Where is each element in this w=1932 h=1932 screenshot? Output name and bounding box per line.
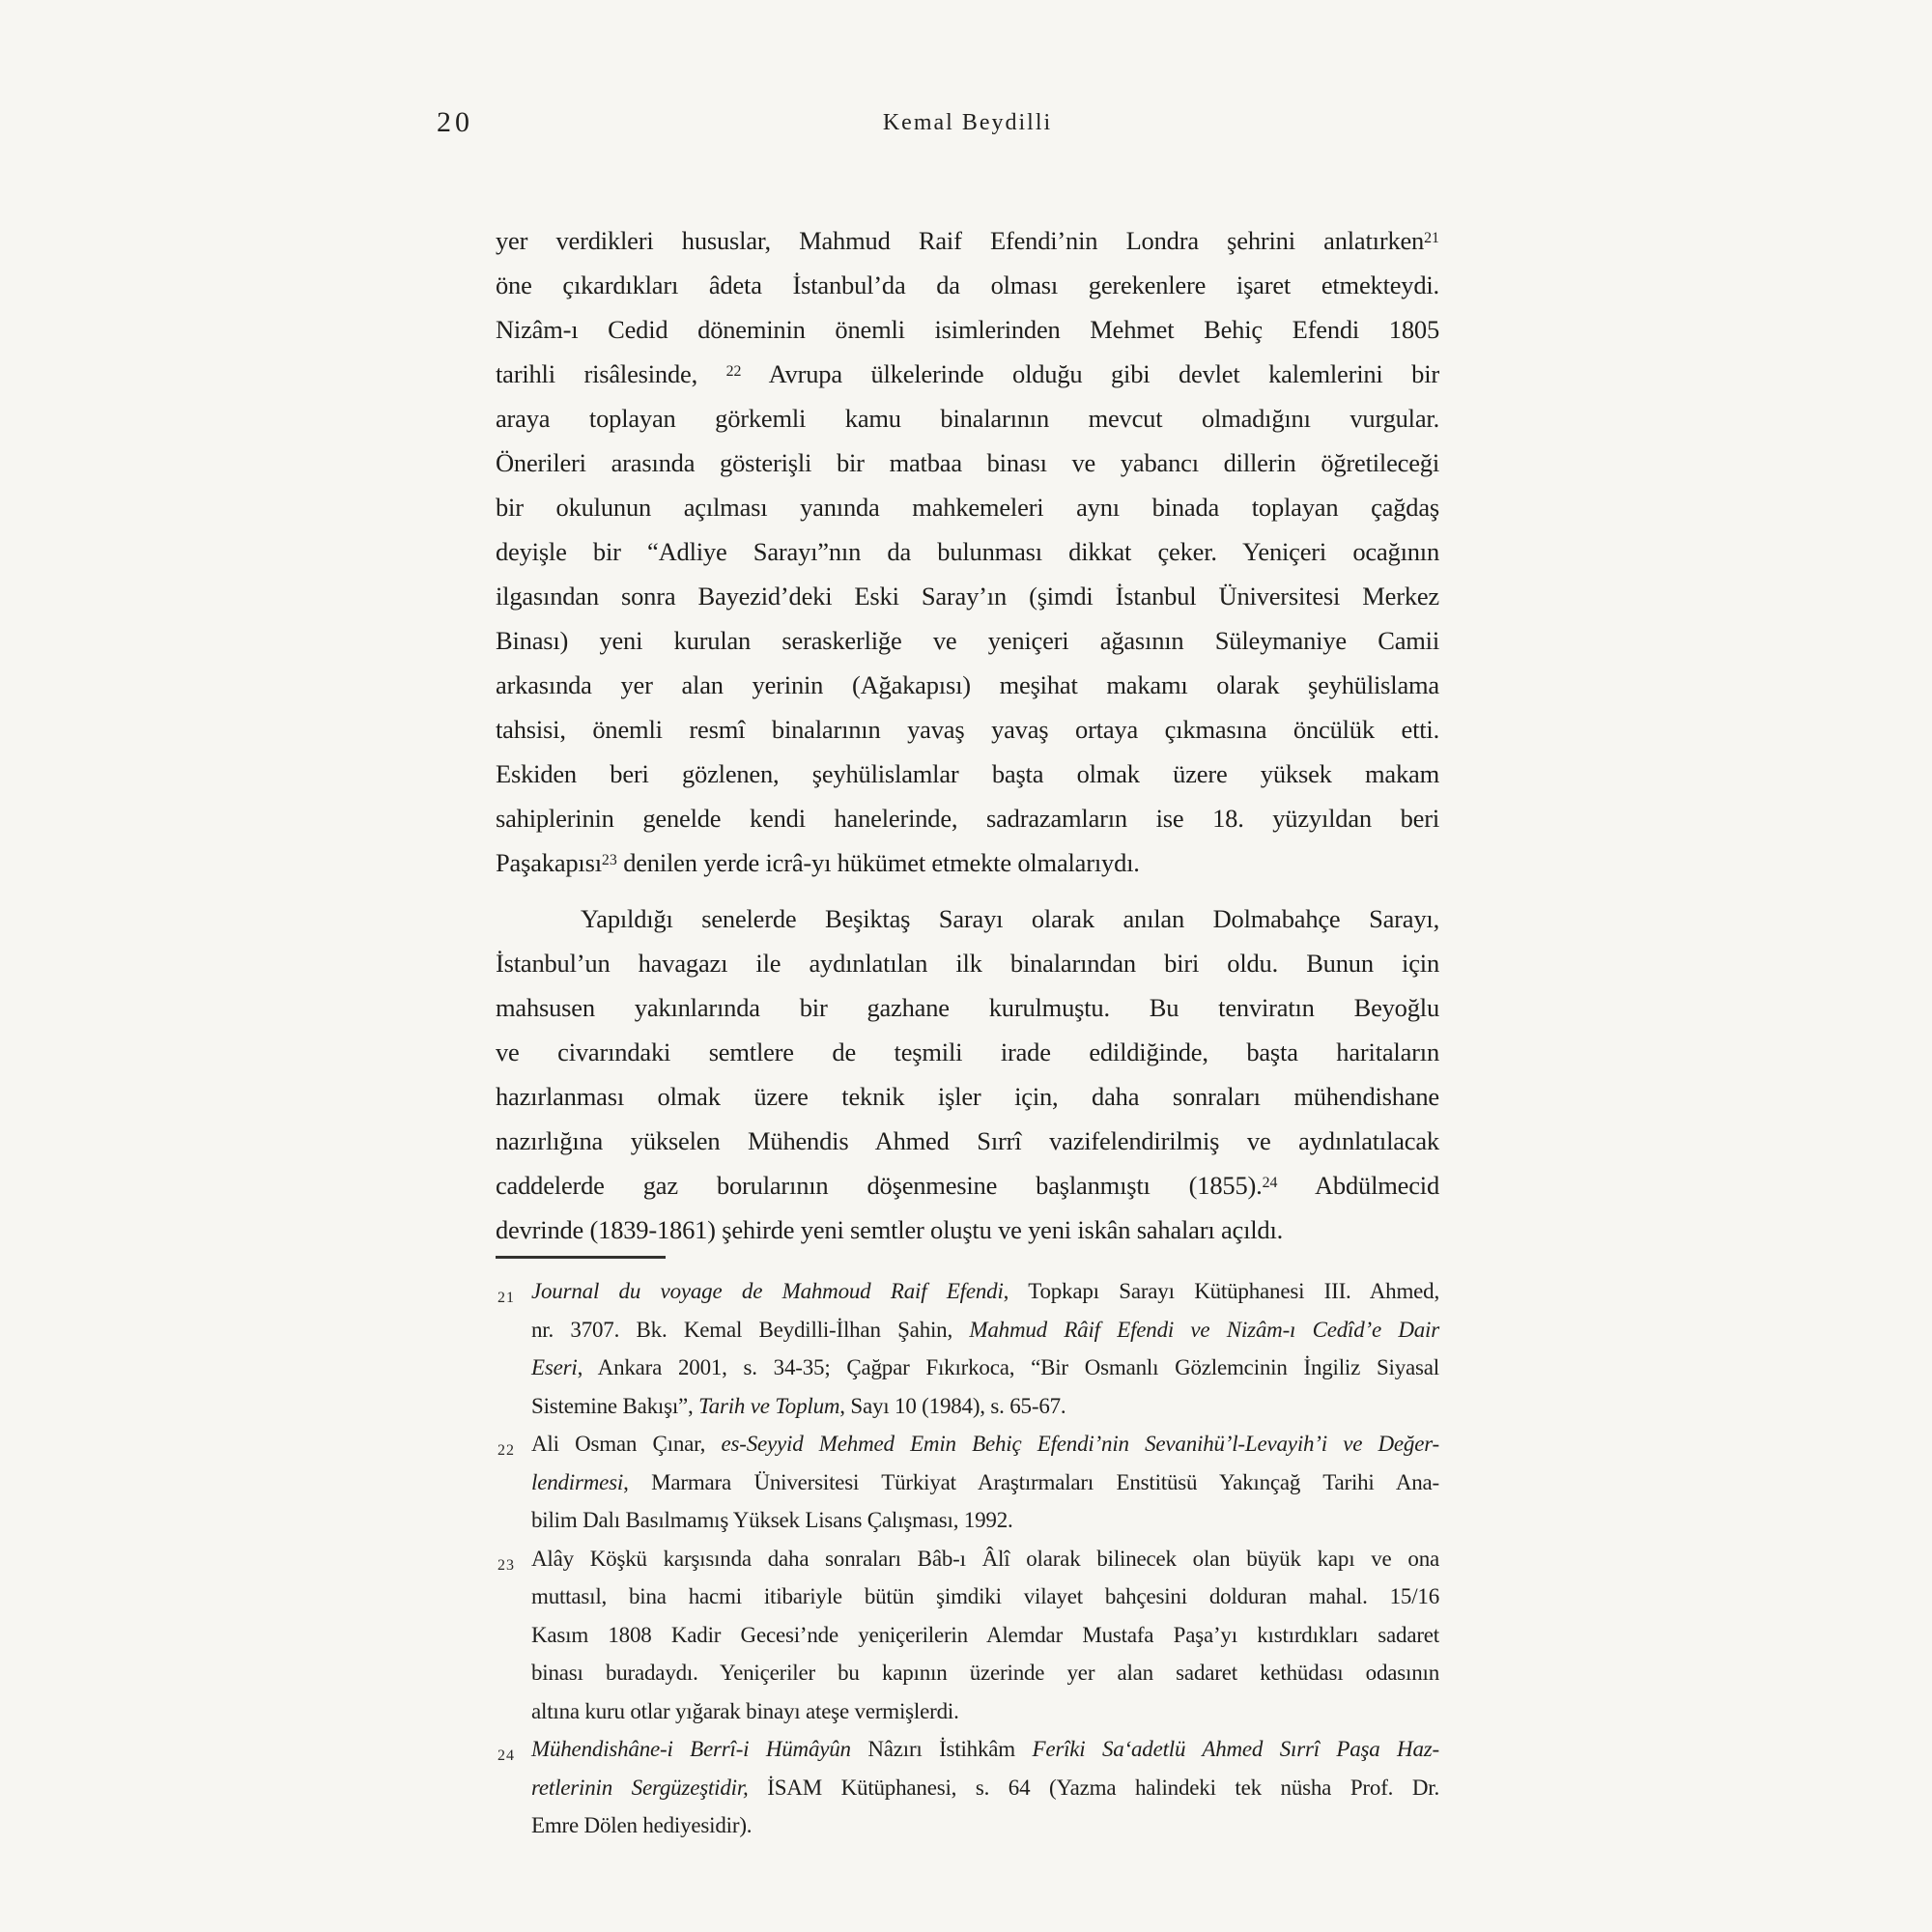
footnote-line: Ali Osman Çınar, es-Seyyid Mehmed Emin Behiç Efendi’nin Sevanihü’l-Levayih’i ve Değer- <box>531 1432 1439 1456</box>
footnote-line: muttasıl, bina hacmi itibariyle bütün şimdiki vilayet bahçesini dolduran mahal. 15/16 <box>531 1584 1439 1608</box>
footnote-line: lendirmesi, Marmara Üniversitesi Türkiyat Araştırmaları Enstitüsü Yakınçağ Tarihi Ana- <box>531 1469 1439 1494</box>
footnote-23 <box>496 1540 1439 1731</box>
body-line: yer verdikleri hususlar, Mahmud Raif Efendi’nin Londra şehrini anlatırken$^{21}$ <box>496 226 1439 255</box>
body-line: hazırlanması olmak üzere teknik işler için, daha sonraları mühendishane <box>496 1082 1439 1111</box>
body-text <box>496 218 1439 1252</box>
page-number: 20 <box>437 106 473 138</box>
body-line: ilgasından sonra Bayezid’deki Eski Saray’ın (şimdi İstanbul Üniversitesi Merkez <box>496 582 1439 611</box>
body-line: mahsusen yakınlarında bir gazhane kurulmuştu. Bu tenviratın Beyoğlu <box>496 993 1439 1022</box>
body-line: Paşakapısı$^{23}$ denilen yerde icrâ-yı hükümet etmekte olmalarıydı. <box>496 848 1140 877</box>
paragraph <box>496 218 1439 885</box>
footnote-line: retlerinin Sergüzeştidir, İSAM Kütüphanesi, s. 64 (Yazma halindeki tek nüsha Prof. Dr. <box>531 1775 1439 1800</box>
footnote-line: Mühendishâne-i Berrî-i Hümâyûn Nâzırı İstihkâm Ferîki Sa‘adetlü Ahmed Sırrî Paşa Haz- <box>531 1737 1439 1761</box>
footnote-line: Journal du voyage de Mahmoud Raif Efendi, Topkapı Sarayı Kütüphanesi III. Ahmed, <box>531 1279 1439 1303</box>
footnote-line: Eseri, Ankara 2001, s. 34-35; Çağpar Fıkırkoca, “Bir Osmanlı Gözlemcinin İngiliz Siyasal <box>531 1355 1439 1379</box>
paragraph <box>496 896 1439 1252</box>
footnote-number: 21 <box>497 1290 515 1306</box>
body-line: araya toplayan görkemli kamu binalarının mevcut olmadığını vurgular. <box>496 404 1439 433</box>
footnote-line: bilim Dalı Basılmamış Yüksek Lisans Çalışması, 1992. <box>531 1508 1013 1532</box>
footnote-22 <box>496 1425 1439 1540</box>
body-line: Yapıldığı senelerde Beşiktaş Sarayı olarak anılan Dolmabahçe Sarayı, <box>581 904 1439 933</box>
body-line: arkasında yer alan yerinin (Ağakapısı) meşihat makamı olarak şeyhülislama <box>496 670 1439 699</box>
footnote-24 <box>496 1730 1439 1845</box>
body-line: öne çıkardıkları âdeta İstanbul’da da olması gerekenlere işaret etmekteydi. <box>496 270 1439 299</box>
body-line: deyişle bir “Adliye Sarayı”nın da bulunması dikkat çeker. Yeniçeri ocağının <box>496 537 1439 566</box>
body-line: nazırlığına yükselen Mühendis Ahmed Sırrî vazifelendirilmiş ve aydınlatılacak <box>496 1126 1439 1155</box>
body-line: tarihli risâlesinde, $^{22}$ Avrupa ülkelerinde olduğu gibi devlet kalemlerini bir <box>496 359 1439 388</box>
footnote-number: 24 <box>497 1747 515 1764</box>
footnote-line: Emre Dölen hediyesidir). <box>531 1813 753 1837</box>
footnote-line: nr. 3707. Bk. Kemal Beydilli-İlhan Şahin, Mahmud Râif Efendi ve Nizâm-ı Cedîd’e Dair <box>531 1317 1439 1342</box>
footnote-line: Kasım 1808 Kadir Gecesi’nde yeniçerilerin Alemdar Mustafa Paşa’yı kıstırdıkları sadaret <box>531 1622 1439 1647</box>
footnote-number: 23 <box>497 1556 515 1574</box>
body-line: İstanbul’un havagazı ile aydınlatılan ilk binalarından biri oldu. Bunun için <box>496 949 1439 978</box>
footnotes <box>496 1272 1439 1845</box>
footnote-line: altına kuru otlar yığarak binayı ateşe vermişlerdi. <box>531 1698 959 1723</box>
body-line: Önerileri arasında gösterişli bir matbaa binası ve yabancı dillerin öğretileceği <box>496 448 1439 477</box>
body-line: bir okulunun açılması yanında mahkemeleri aynı binada toplayan çağdaş <box>496 493 1439 522</box>
running-head: Kemal Beydilli <box>882 110 1053 135</box>
body-line: Nizâm-ı Cedid döneminin önemli isimlerinden Mehmet Behiç Efendi 1805 <box>496 315 1439 344</box>
footnote-separator <box>496 1256 666 1259</box>
body-line: ve civarındaki semtlere de teşmili irade edildiğinde, başta haritaların <box>496 1037 1439 1066</box>
body-line: caddelerde gaz borularının döşenmesine başlanmıştı (1855).$^{24}$ Abdülmecid <box>496 1171 1439 1200</box>
body-line: devrinde (1839-1861) şehirde yeni semtler oluştu ve yeni iskân sahaları açıldı. <box>496 1215 1284 1244</box>
body-line: Binası) yeni kurulan seraskerliğe ve yeniçeri ağasının Süleymaniye Camii <box>496 626 1439 655</box>
footnote-21 <box>496 1272 1439 1425</box>
footnote-line: Alây Köşkü karşısında daha sonraları Bâb-ı Âlî olarak bilinecek olan büyük kapı ve ona <box>531 1546 1439 1571</box>
footnote-line: binası buradaydı. Yeniçeriler bu kapının üzerinde yer alan sadaret kethüdası odasının <box>531 1661 1439 1685</box>
body-line: tahsisi, önemli resmî binalarının yavaş yavaş ortaya çıkmasına öncülük etti. <box>496 715 1439 744</box>
footnote-line: Sistemine Bakışı”, Tarih ve Toplum, Sayı 10 (1984), s. 65-67. <box>531 1393 1066 1418</box>
body-line: Eskiden beri gözlenen, şeyhülislamlar başta olmak üzere yüksek makam <box>496 759 1439 788</box>
footnote-number: 22 <box>497 1442 515 1459</box>
body-line: sahiplerinin genelde kendi hanelerinde, sadrazamların ise 18. yüzyıldan beri <box>496 804 1439 833</box>
